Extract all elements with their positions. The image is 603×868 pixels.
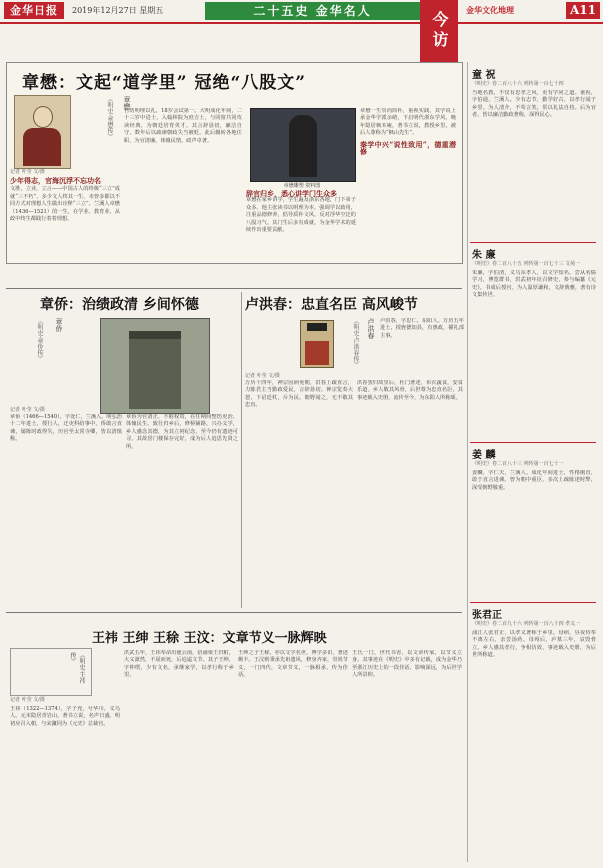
right-profile-1-text: 当地名教，不仅有忠孝之风，更有学问之道。童祝，字伯通，兰溪人。少有志节，勤学好古，以孝行闻于乡里。为人清介，不苟言笑，常以礼法自持。后为官者，皆以廉洁勤政著称，深得民心。 bbox=[472, 90, 596, 119]
right-profile-4-source: 《明史》卷二百九十六 列传第一百八十四 孝义一 bbox=[472, 621, 581, 627]
statue-photo bbox=[250, 108, 356, 182]
right-profile-1-source: 《明史》卷二百八十六 列传第一百七十四 bbox=[472, 81, 564, 87]
story-3-column-1: 万历十四年，神宗因病免朝，洪春上疏直言，力陈君主当勤政爱民，言辞恳切。神宗览奏大怒，下诏廷杖，斥为民。朝野闻之，无不敬其忠直。 bbox=[245, 380, 353, 409]
story-1-figure-name: 章懋 bbox=[123, 96, 131, 110]
story-1-subhead-3: 秦学中兴“说性致用”，德重潜修 bbox=[360, 139, 456, 157]
story-2-title: 章侨：治绩政清 乡间怀德 bbox=[40, 297, 199, 313]
statue-photo-caption: 章懋雕塑 资料图 bbox=[283, 183, 321, 189]
story-1-column-1 bbox=[10, 175, 120, 257]
right-profile-2-source: 《明史》卷二百八十五 列传第一百七十三 文苑一 bbox=[472, 261, 581, 267]
story-1-column-4 bbox=[360, 108, 456, 258]
page-number: A11 bbox=[566, 2, 600, 19]
story-4-column-1: 王祎（1322—1374），字子充，号华川，义乌人。元末隐居青岩山，著书立说，名声日盛。明初应召入朝，与宋濂同为《元史》总裁官。 bbox=[10, 706, 120, 727]
story-1-title: 章懋：文起“道学里” 冠绝“八股文” bbox=[22, 73, 307, 93]
issue-date: 2019年12月27日 星期五 bbox=[72, 6, 164, 15]
story-1-subhead-2: 辞官归乡，悉心讲学门生众多 bbox=[246, 190, 337, 198]
story-1-col3-text: 章懋在家乡讲学，学生遍及浙东各地，门下弟子众多。他主张读书以明理为本，强调学以致用，注重品德修养，倡导质朴文风，反对浮华空泛的八股习气。其门生后多有成就，为金华学术的延续作出重要贡献。 bbox=[246, 197, 356, 234]
story-3-figure-name: 卢洪春 bbox=[367, 318, 375, 339]
right-profile-4-name: 张君正 bbox=[472, 610, 502, 621]
right-profile-3-source: 《明史》卷二百八十三 列传第一百七十一 bbox=[472, 461, 564, 467]
story-2-column-1: 章侨（1466—1540），字处仁，兰溪人。明弘治十二年进士，授行人，迁吏科给事中。侨敢言直谏，屡陈时政得失，历官至太常寺卿，皆以清慎称。 bbox=[10, 414, 122, 443]
story-4-column-2: 洪武五年，王祎奉命出使云南，招谕梁王归附，大义凛然，不屈而死，后追谥文节。其子王绅，字仲缙，少有文名，承继家学，以孝行称于乡里。 bbox=[124, 650, 234, 679]
section-title: 二十五史 金华名人 bbox=[205, 2, 420, 20]
right-profile-2-name: 朱 廉 bbox=[472, 250, 496, 261]
column-tag: 今访 bbox=[420, 0, 458, 62]
story-3-title: 卢洪春：忠直名臣 高风峻节 bbox=[245, 297, 418, 313]
story-3-subtitle: 《明史·卢洪春传》 bbox=[352, 318, 359, 368]
right-profile-2-text: 朱廉，字伯清，义乌东孝人，以文学知名。尝从名儒学习，博览群书，洪武初年征召修史，参与编纂《元史》，书成后授官。为人温厚谦和，文辞典雅，著有诗文集传世。 bbox=[472, 270, 596, 299]
story-1-byline: 记者 叶莹 文/摄 bbox=[10, 169, 45, 175]
story-3-intro: 卢洪春，字思仁，东阳人。万历五年进士，授旌德知县，有惠政，擢礼部主事。 bbox=[380, 318, 464, 339]
story-4-byline: 记者 叶莹 文/摄 bbox=[10, 697, 45, 703]
story-2-subtitle: 《明史·章侨传》 bbox=[36, 318, 43, 362]
story-4-subtitle: 《明史·王祎传》 bbox=[69, 652, 85, 684]
story-4-column-3: 王绅之子王稌，亦以文学名世，博学多识，著述颇丰。王汶则秉承先祖遗风，修身齐家，崇尚节义，一门四代，文章节义，一脉相承，传为佳话。 bbox=[238, 650, 348, 679]
newspaper-logo: 金华日报 bbox=[4, 2, 64, 19]
divider bbox=[470, 602, 596, 603]
right-profile-3-name: 姜 麟 bbox=[472, 450, 496, 461]
divider bbox=[241, 292, 242, 608]
divider bbox=[6, 612, 462, 613]
memorial-gate-photo bbox=[100, 318, 210, 414]
story-1-col1-text: 文胜，立业，立言——中国古人的终极“三立”成就“三不朽”。多少文人终其一生，未曾多都以不同方式对理想人生做出诠释“三立”。兰溪人章懋（1436—1521）的一生，在学业、教育业、从政中终生都践行着着理想。 bbox=[10, 186, 120, 223]
story-1-col4-text: 章懋一生崇尚简朴，重视实践，其学说上承金华学派余绪，下启明代浙东学风。晚年隐居枫木庵，著书立说，教授乡里，被后人尊称为“枫山先生”。 bbox=[360, 108, 456, 137]
story-2-byline: 记者 叶莹 文/摄 bbox=[10, 407, 45, 413]
story-1-subhead-1: 少年得志，官海沉浮不忘功名 bbox=[10, 176, 101, 185]
brand-logo: 金华文化地理 bbox=[466, 5, 514, 15]
story-3-byline: 记者 叶莹 文/摄 bbox=[245, 373, 280, 379]
story-2-figure-name: 章侨 bbox=[55, 318, 63, 332]
divider bbox=[6, 288, 462, 289]
divider bbox=[470, 442, 596, 443]
right-profile-3-text: 姜麟，字仁夫，兰溪人。成化年间进士，性格刚直，敢于直言进谏。曾为朝中重臣，多次上疏陈述时弊，深受朝野敬重。 bbox=[472, 470, 596, 491]
story-4-title: 王祎 王绅 王稌 王汶：文章节义一脉辉映 bbox=[92, 631, 327, 646]
story-1-column-3 bbox=[246, 190, 356, 258]
right-profile-1-name: 童 祝 bbox=[472, 70, 496, 81]
right-profile-4-text: 浦江人张君正，以孝义著称于乡里。母病，昼夜侍奉不离左右，亲尝汤药。母殁后，庐墓三年，哀毁骨立。乡人感其孝行，争相仿效，事迹载入史册，为后世所称道。 bbox=[472, 630, 596, 659]
zhang-mao-portrait bbox=[14, 95, 71, 169]
divider bbox=[470, 242, 596, 243]
story-3-column-2: 洪春罢归故里后，杜门著述，布衣蔬食，安贫乐道。乡人敬其风骨，后世尊为忠直名臣，其事迹载入史册，流传至今，为东阳人所称颂。 bbox=[357, 380, 463, 401]
story-1-subtitle: 《明史·章懋传》 bbox=[106, 96, 113, 140]
lu-hongchun-portrait bbox=[300, 320, 334, 368]
story-4-column-4: 王氏一门，世代书香，以文章传家，以节义立身。其事迹在《明史》中多有记载，成为金华乃至浙江历史上的一段佳话，影响深远，为后世学人所景仰。 bbox=[352, 650, 462, 679]
story-1-column-2: 自幼明理以礼，18岁会试第一。大明成化年间，二十三岁中进士，入翰林院为庶吉士，与同窗共同攻读经典，为朝廷培育英才。其言辞恳切，廉洁自守，数年后以疏谏朝政失当被贬。此后辗转各地任职，为官清廉，体恤民情，政声卓著。 bbox=[124, 108, 242, 144]
story-2-column-2: 章侨为官清正，不附权贵，在任期间整饬吏治，体恤民生。致仕归乡后，修桥铺路，兴办义学，乡人感念其德，为其立祠纪念，至今仍有遗迹可寻。其故居门楼保存完好，成为后人追思先贤之所。 bbox=[126, 414, 238, 450]
